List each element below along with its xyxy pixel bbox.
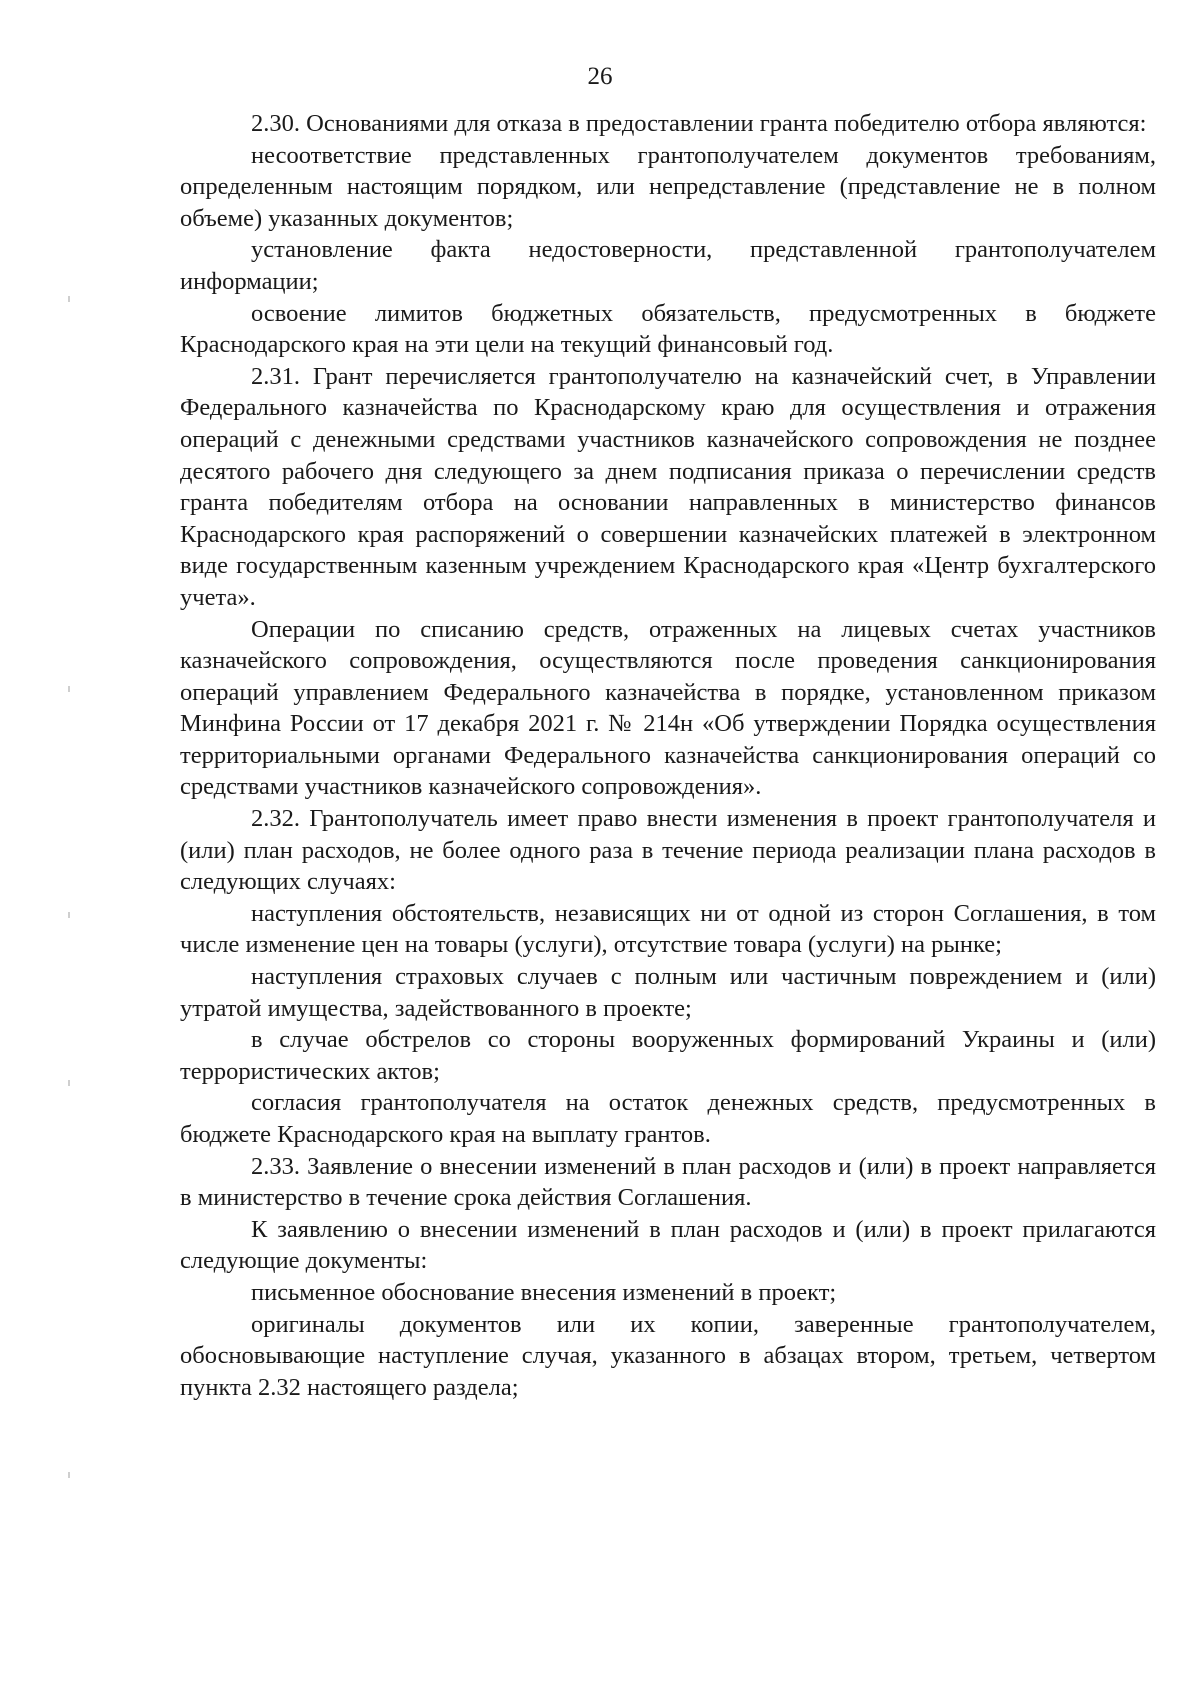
paragraph: наступления страховых случаев с полным или частичным повреждением и (или) утратой имущества, задействованного в проекте; [180,963,1156,1022]
paragraph: освоение лимитов бюджетных обязательств, предусмотренных в бюджете Краснодарского края на эти цели на текущий финансовый год. [180,299,1156,359]
paragraph: несоответствие представленных грантополучателем документов требованиям, определенным настоящим порядком, или непредставление (представление не в полном объеме) указанных документов; [180,141,1156,232]
scan-margin-mark [68,1472,70,1478]
paragraph: К заявлению о внесении изменений в план расходов и (или) в проект прилагаются следующие документы: [180,1215,1156,1275]
document-body [180,108,1156,1403]
paragraph: 2.30. Основаниями для отказа в предоставлении гранта победителю отбора являются: [251,110,1147,137]
scan-margin-mark [68,296,70,302]
paragraph: 2.32. Грантополучатель имеет право внести изменения в проект грантополучателя и (или) план расходов, не более одного раза в течение периода реализации плана расходов в следующих случаях: [180,805,1156,896]
scan-margin-mark [68,686,70,692]
paragraph: наступления обстоятельств, независящих ни от одной из сторон Соглашения, в том числе изменение цен на товары (услуги), отсутствие товара (услуги) на рынке; [180,899,1156,959]
paragraph: письменное обоснование внесения изменений в проект; [251,1278,837,1306]
scan-margin-mark [68,1080,70,1086]
scan-margin-mark [68,912,70,918]
page-number: 26 [587,63,613,90]
paragraph: 2.33. Заявление о внесении изменений в план расходов и (или) в проект направляется в министерство в течение срока действия Соглашения. [180,1152,1156,1212]
paragraph: установление факта недостоверности, представленной грантополучателем информации; [180,236,1156,295]
paragraph: в случае обстрелов со стороны вооруженных формирований Украины и (или) террористических актов; [180,1026,1156,1085]
paragraph: 2.31. Грант перечисляется грантополучателю на казначейский счет, в Управлении Федерального казначейства по Краснодарскому краю для осуществления и отражения операций с денежными средствами участников казначейского сопровождения не позднее десятого рабочего дня следующего за днем подписания приказа о перечислении средств гранта победителям отбора на основании направленных в министерство финансов Краснодарского края распоряжений о совершении казначейских платежей в электронном виде государственным казенным учреждением Краснодарского края «Центр бухгалтерского учета». [180,362,1156,611]
paragraph: оригиналы документов или их копии, заверенные грантополучателем, обосновывающие наступление случая, указанного в абзацах втором, третьем, четвертом пункта 2.32 настоящего раздела; [180,1310,1156,1401]
paragraph: согласия грантополучателя на остаток денежных средств, предусмотренных в бюджете Краснодарского края на выплату грантов. [180,1089,1156,1148]
paragraph: Операции по списанию средств, отраженных на лицевых счетах участников казначейского сопровождения, осуществляются после проведения санкционирования операций управлением Федерального казначейства в порядке, установленном приказом Минфина России от 17 декабря 2021 г. № 214н «Об утверждении Порядка осуществления территориальными органами Федерального казначейства санкционирования операций со средствами участников казначейского сопровождения». [180,615,1156,801]
